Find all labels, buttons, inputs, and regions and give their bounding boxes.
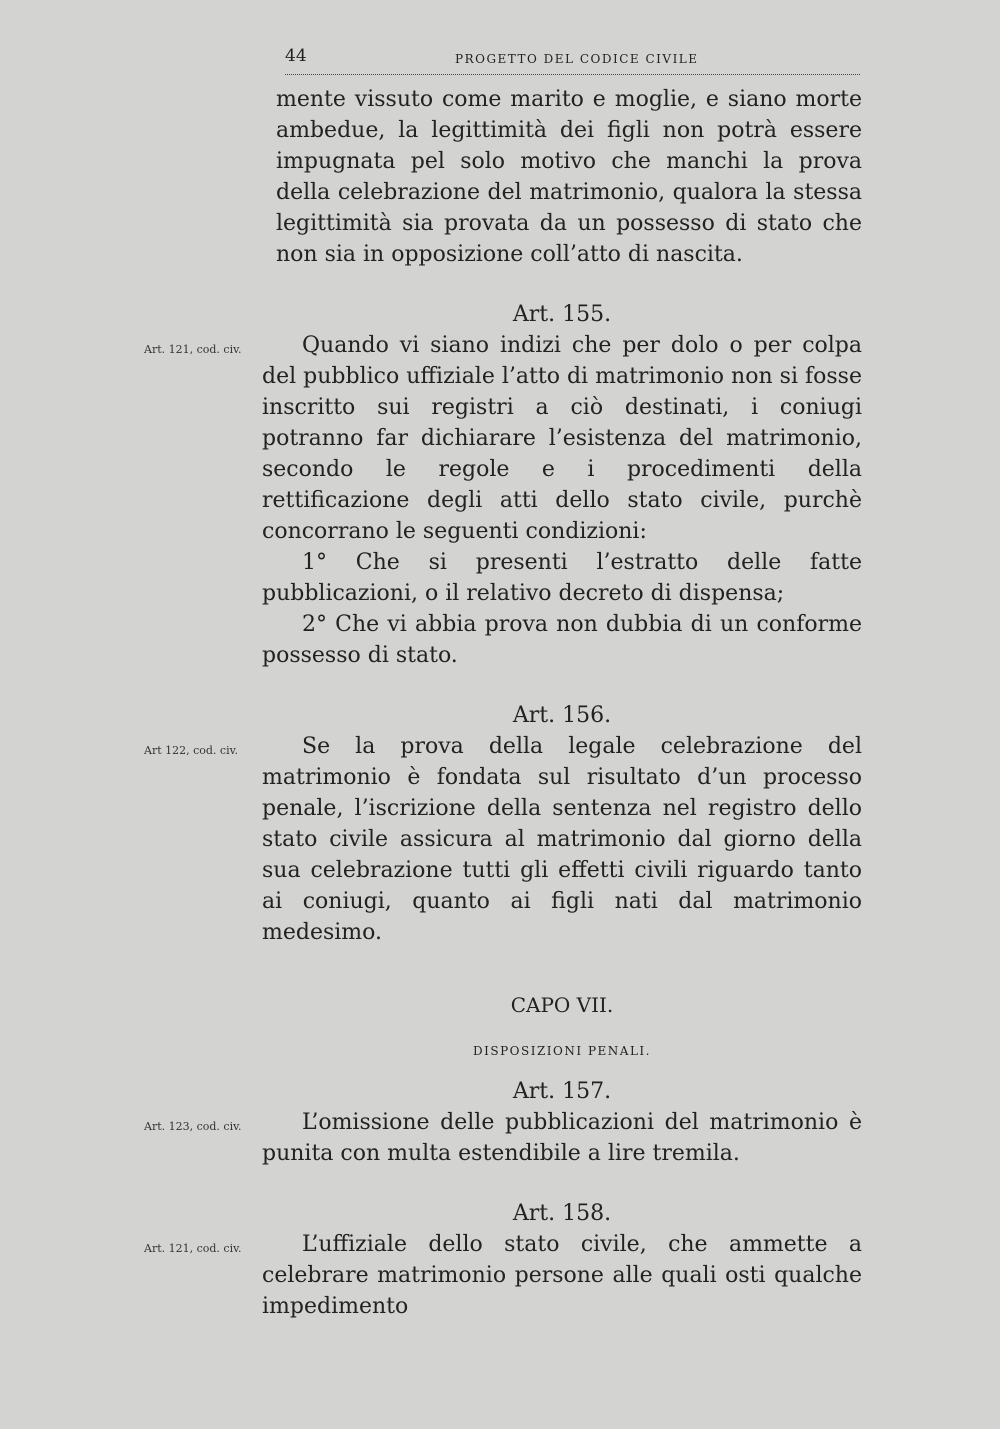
article-paragraph: L’omissione delle pubblicazioni del matrimonio è punita con multa estendibile a lire tremila. [262,1110,862,1166]
article-paragraph: Se la prova della legale celebrazione del matrimonio è fondata sul risultato d’un processo penale, l’iscrizione della sentenza nel registro dello stato civile assicura al matrimonio dal giorno della sua celebrazione tutti gli effetti civili riguardo tanto ai coniugi, quanto ai figli nati dal matrimonio medesimo. [262,734,862,945]
article-heading: Art. 155. [512,302,612,327]
article-heading: Art. 157. [512,1079,612,1104]
chapter-subtitle: DISPOSIZIONI PENALI. [473,1044,651,1058]
article-155 [144,300,862,671]
opening-paragraph: mente vissuto come marito e moglie, e siano morte ambedue, la legittimità dei figli non potrà essere impugnata pel solo motivo che manchi la prova della celebrazione del matrimonio, qualora la stessa legittimità sia provata da un possesso di stato che non sia in opposizione coll’atto di nascita. [276,87,862,267]
page-body [144,84,862,1322]
chapter-title: CAPO VII. [510,993,614,1017]
article-158 [144,1199,862,1322]
article-heading: Art. 156. [512,703,612,728]
article-paragraph: 1° Che si presenti l’estratto delle fatte pubblicazioni, o il relativo decreto di dispensa; [262,550,862,606]
article-paragraph: 2° Che vi abbia prova non dubbia di un conforme possesso di stato. [262,612,862,668]
article-paragraph: Quando vi siano indizi che per dolo o per colpa del pubblico uffiziale l’atto di matrimonio non si fosse inscritto sui registri a ciò destinati, i coniugi potranno far dichiarare l’esistenza del matrimonio, secondo le regole e i procedimenti della rettificazione degli atti dello stato civile, purchè concorrano le seguenti condizioni: [262,333,862,544]
article-156 [144,701,862,948]
margin-note: Art 122, cod. civ. [144,744,239,757]
margin-note: Art. 121, cod. civ. [144,343,242,356]
margin-note: Art. 123, cod. civ. [144,1120,242,1133]
article-paragraph: L’uffiziale dello stato civile, che ammette a celebrare matrimonio persone alle quali osti qualche impedimento [262,1232,862,1319]
running-title: PROGETTO DEL CODICE CIVILE [455,52,699,66]
header-rule [285,74,860,75]
article-heading: Art. 158. [512,1201,612,1226]
page-header [285,44,860,76]
margin-note: Art. 121, cod. civ. [144,1242,242,1255]
page-number: 44 [285,46,307,66]
article-157 [144,1077,862,1169]
